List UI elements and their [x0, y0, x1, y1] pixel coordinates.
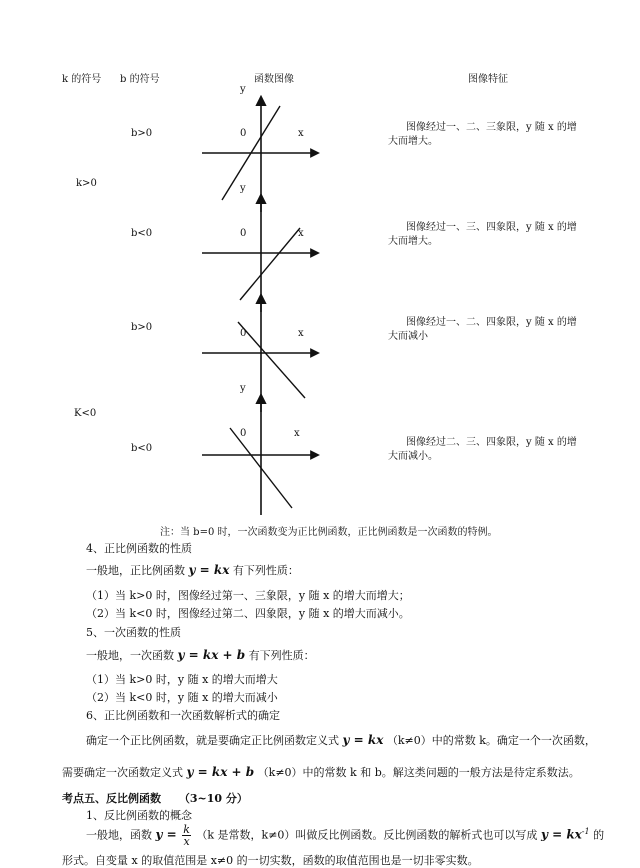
kp5-para1 [86, 824, 604, 847]
kp5-p1-c: 的 [593, 828, 605, 842]
origin-label-1: 0 [240, 128, 247, 139]
sec5-title: 5、一次函数的性质 [86, 626, 181, 639]
kp5-p1-formula: y = kx [540, 827, 582, 842]
table-note: 注：当 b=0 时，一次函数变为正比例函数，正比例函数是一次函数的特例。 [160, 527, 498, 538]
sec5-intro [86, 647, 315, 663]
sec6-p1-formula: y = kx [342, 733, 384, 747]
sec6-p2-formula: y = kx + b [186, 765, 255, 779]
kp5-frac-den: x [183, 835, 190, 848]
sec5-intro-b: 有下列性质： [248, 649, 315, 662]
y-label-2: y [240, 183, 246, 194]
origin-label-3: 0 [240, 328, 247, 339]
kp5-heading [62, 790, 248, 806]
kp5-p1-y: y = [155, 827, 177, 842]
b-label-row4: b<0 [131, 443, 153, 454]
b-label-row2: b<0 [131, 228, 153, 239]
header-b-sign: b 的符号 [120, 74, 160, 85]
sec4-item2: （2）当 k<0 时，图像经过第二、四象限，y 随 x 的增大而减小。 [86, 607, 410, 620]
kp5-frac-num: k [183, 823, 190, 836]
kp5-p1-b: （k 是常数，k≠0）叫做反比例函数。反比例函数的解析式也可以写成 [196, 828, 538, 842]
sec4-formula: y = kx [188, 563, 230, 577]
kp5-score: （3~10 分） [178, 792, 248, 805]
feature-row2: 图像经过一、三、四象限，y 随 x 的增大而增大。 [388, 222, 577, 247]
kp5-fraction [182, 824, 191, 847]
sec6-p2-a: 需要确定一次函数定义式 [62, 766, 183, 779]
y-label-1: y [240, 84, 246, 95]
feature-row3: 图像经过一、二、四象限，y 随 x 的增大而减小 [388, 317, 577, 342]
header-features: 图像特征 [468, 74, 508, 85]
sec5-intro-a: 一般地，一次函数 [86, 649, 174, 662]
sec5-item1: （1）当 k>0 时，y 随 x 的增大而增大 [86, 673, 278, 686]
kp5-sub1: 1、反比例函数的概念 [86, 809, 192, 822]
origin-label-2: 0 [240, 228, 247, 239]
feature-row4: 图像经过二、三、四象限，y 随 x 的增大而减小。 [388, 437, 577, 462]
b-label-row1: b>0 [131, 128, 153, 139]
kp5-title: 考点五、反比例函数 [62, 792, 161, 805]
feature-row1: 图像经过一、二、三象限，y 随 x 的增大而增大。 [388, 122, 577, 147]
sec5-formula: y = kx + b [177, 648, 246, 662]
x-label-1: x [298, 128, 304, 139]
sec6-para1 [86, 732, 596, 748]
graph-line-k-neg-b-pos [238, 322, 305, 398]
sec4-item1: （1）当 k>0 时，图像经过第一、三象限，y 随 x 的增大而增大； [86, 589, 410, 602]
k-label-positive: k>0 [76, 178, 97, 189]
sec6-p1-a: 确定一个正比例函数，就是要确定正比例函数定义式 [86, 734, 339, 747]
sec6-para2 [62, 764, 580, 780]
y-label-4: y [240, 383, 246, 394]
sec5-item2: （2）当 k<0 时，y 随 x 的增大而减小 [86, 691, 278, 704]
header-k-sign: k 的符号 [62, 74, 102, 85]
sec6-title: 6、正比例函数和一次函数解析式的确定 [86, 709, 280, 722]
sec4-intro-b: 有下列性质： [232, 564, 299, 577]
origin-label-4: 0 [240, 428, 247, 439]
kp5-p1-sup: -1 [581, 826, 590, 836]
sec4-intro-a: 一般地，正比例函数 [86, 564, 185, 577]
sec4-intro [86, 562, 299, 578]
header-graph: 函数图像 [254, 74, 294, 85]
sec6-p2-b: （k≠0）中的常数 k 和 b。解这类问题的一般方法是待定系数法。 [257, 766, 580, 779]
sec4-title: 4、正比例函数的性质 [86, 542, 192, 555]
graph-line-k-pos-b-neg [240, 228, 300, 300]
x-label-4: x [294, 428, 300, 439]
k-label-negative: K<0 [74, 408, 97, 419]
sec6-p1-b: （k≠0）中的常数 k。确定一个一次函数， [386, 734, 596, 747]
x-label-3: x [298, 328, 304, 339]
b-label-row3: b>0 [131, 322, 153, 333]
kp5-p1-a: 一般地，函数 [86, 828, 152, 842]
x-label-2: x [298, 228, 304, 239]
kp5-para2: 形式。自变量 x 的取值范围是 x≠0 的一切实数，函数的取值范围也是一切非零实数。 [62, 854, 479, 867]
